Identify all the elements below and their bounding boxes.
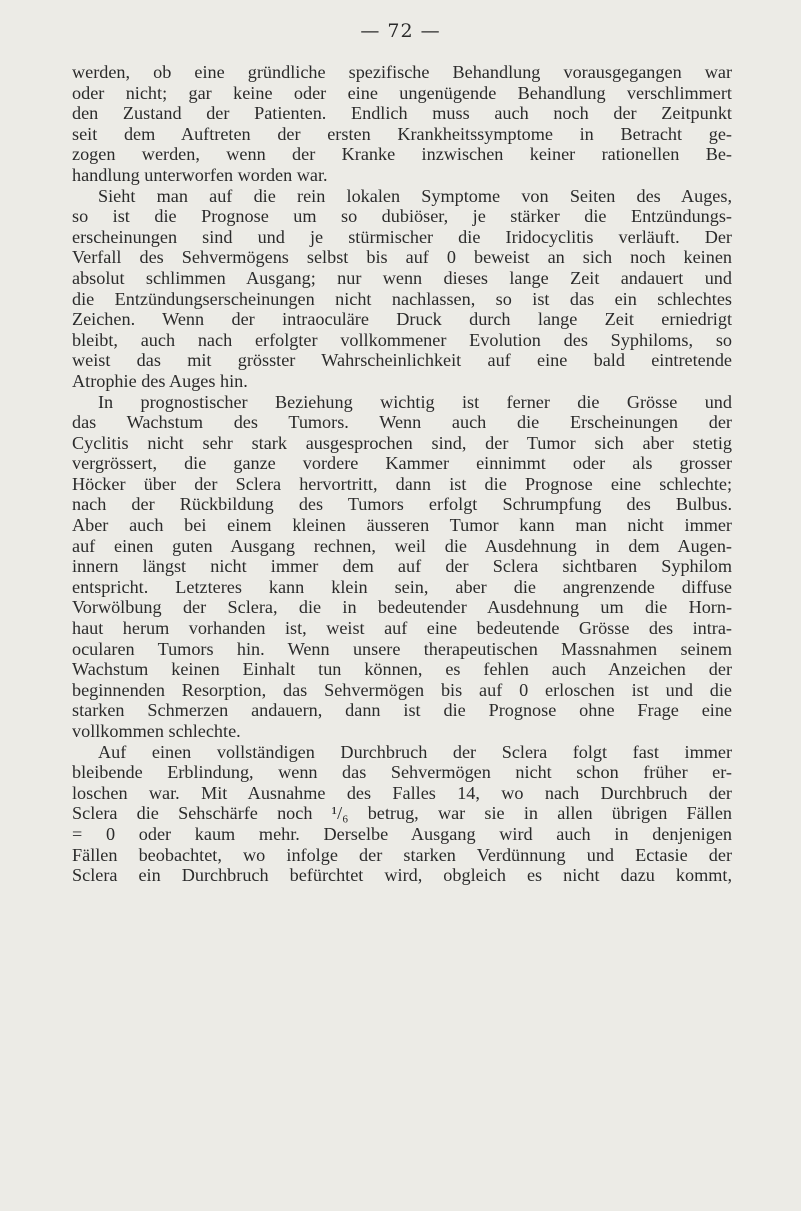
text-line: ocularen Tumors hin. Wenn unsere therapeutischen Massnahmen seinem xyxy=(72,638,732,659)
text-line: Wachstum keinen Einhalt tun können, es fehlen auch Anzeichen der xyxy=(72,659,732,680)
text-line: Höcker über der Sclera hervortritt, dann ist die Prognose eine schlechte; xyxy=(72,473,732,494)
text-line: Sclera ein Durchbruch befürchtet wird, obgleich es nicht dazu kommt, xyxy=(72,865,732,886)
text-line: beginnenden Resorption, das Sehvermögen bis auf 0 erloschen ist und die xyxy=(72,679,732,700)
text-line: erscheinungen sind und je stürmischer die Iridocyclitis verläuft. Der xyxy=(72,226,732,247)
text-line: innern längst nicht immer dem auf der Sclera sichtbaren Syphilom xyxy=(72,556,732,577)
text-line: werden, ob eine gründliche spezifische Behandlung vorausgegangen war xyxy=(72,62,732,82)
text-line: seit dem Auftreten der ersten Krankheitssymptome in Betracht ge- xyxy=(72,123,732,144)
text-line: handlung unterworfen worden war. xyxy=(72,164,328,185)
text-line: Cyclitis nicht sehr stark ausgesprochen sind, der Tumor sich aber stetig xyxy=(72,432,732,453)
text-line: Atrophie des Auges hin. xyxy=(72,370,248,391)
text-line: Auf einen vollständigen Durchbruch der Sclera folgt fast immer xyxy=(98,741,732,762)
text-line: zogen werden, wenn der Kranke inzwischen keiner rationellen Be- xyxy=(72,144,732,165)
text-line: vergrössert, die ganze vordere Kammer einnimmt oder als grosser xyxy=(72,453,732,474)
page-number: — 72 — xyxy=(360,20,441,42)
text-line: das Wachstum des Tumors. Wenn auch die Erscheinungen der xyxy=(72,412,732,433)
text-line: Fällen beobachtet, wo infolge der starken Verdünnung und Ectasie der xyxy=(72,844,732,865)
text-line: Vorwölbung der Sclera, die in bedeutender Ausdehnung um die Horn- xyxy=(72,597,732,618)
text-line: entspricht. Letzteres kann klein sein, aber die angrenzende diffuse xyxy=(72,576,732,597)
text-line: Sieht man auf die rein lokalen Symptome von Seiten des Auges, xyxy=(98,185,732,206)
text-line: den Zustand der Patienten. Endlich muss auch noch der Zeitpunkt xyxy=(72,103,732,124)
text-line: oder nicht; gar keine oder eine ungenügende Behandlung verschlimmert xyxy=(72,82,732,103)
text-line: die Entzündungserscheinungen nicht nachlassen, so ist das ein schlechtes xyxy=(72,288,732,309)
text-line: In prognostischer Beziehung wichtig ist ferner die Grösse und xyxy=(98,391,732,412)
text-line: starken Schmerzen andauern, dann ist die Prognose ohne Frage eine xyxy=(72,700,732,721)
text-line: absolut schlimmen Ausgang; nur wenn dieses lange Zeit andauert und xyxy=(72,267,732,288)
text-line: Sclera die Sehschärfe noch ¹/₆ betrug, war sie in allen übrigen Fällen xyxy=(72,803,732,824)
text-line: bleibt, auch nach erfolgter vollkommener Evolution des Syphiloms, so xyxy=(72,329,732,350)
text-line: Verfall des Sehvermögens selbst bis auf 0 beweist an sich noch keinen xyxy=(72,247,732,268)
text-line: Zeichen. Wenn der intraoculäre Druck durch lange Zeit erniedrigt xyxy=(72,309,732,330)
text-line: nach der Rückbildung des Tumors erfolgt Schrumpfung des Bulbus. xyxy=(72,494,732,515)
text-line: so ist die Prognose um so dubiöser, je stärker die Entzündungs- xyxy=(72,206,732,227)
text-line: haut herum vorhanden ist, weist auf eine bedeutende Grösse des intra- xyxy=(72,618,732,639)
body-text xyxy=(72,62,732,886)
text-line: = 0 oder kaum mehr. Derselbe Ausgang wird auch in denjenigen xyxy=(72,823,732,844)
text-line: loschen war. Mit Ausnahme des Falles 14, wo nach Durchbruch der xyxy=(72,782,732,803)
text-line: vollkommen schlechte. xyxy=(72,721,241,741)
text-line: weist das mit grösster Wahrscheinlichkeit auf eine bald eintretende xyxy=(72,350,732,371)
text-line: bleibende Erblindung, wenn das Sehvermögen nicht schon früher er- xyxy=(72,762,732,783)
text-line: auf einen guten Ausgang rechnen, weil die Ausdehnung in dem Augen- xyxy=(72,535,732,556)
text-line: Aber auch bei einem kleinen äusseren Tumor kann man nicht immer xyxy=(72,515,732,536)
